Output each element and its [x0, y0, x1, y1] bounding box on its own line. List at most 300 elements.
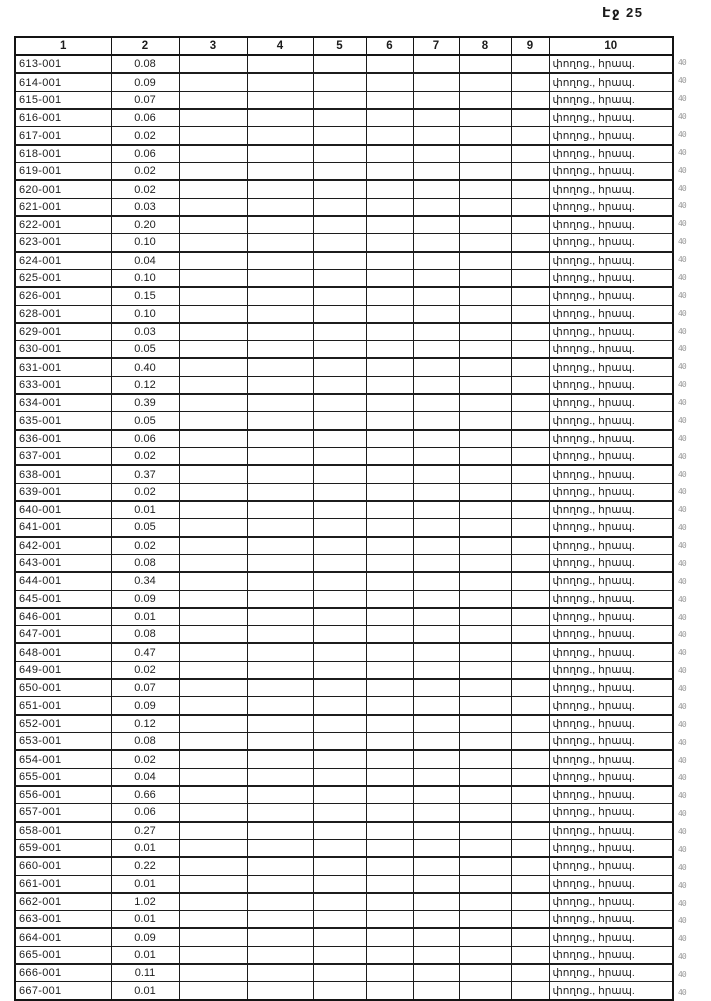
- empty-cell: [247, 946, 313, 964]
- note-cell: փողոց., հրապ.: [549, 875, 673, 893]
- empty-cell: [459, 554, 511, 572]
- table-row: [15, 341, 673, 359]
- empty-cell: [413, 91, 459, 109]
- margin-mark: 40: [678, 129, 686, 139]
- note-cell: փողոց., հրապ.: [549, 786, 673, 804]
- empty-cell: [511, 786, 549, 804]
- row-id-cell: 665-001: [15, 946, 111, 964]
- empty-cell: [247, 715, 313, 733]
- empty-cell: [366, 839, 413, 857]
- value-cell: 0.02: [111, 483, 179, 501]
- empty-cell: [247, 234, 313, 252]
- value-cell: 0.06: [111, 430, 179, 448]
- empty-cell: [413, 715, 459, 733]
- empty-cell: [247, 928, 313, 946]
- page-number: Էջ 25: [602, 5, 644, 20]
- empty-cell: [459, 839, 511, 857]
- empty-cell: [413, 376, 459, 394]
- row-id-cell: 652-001: [15, 715, 111, 733]
- margin-mark: 40: [678, 827, 686, 837]
- row-id-cell: 622-001: [15, 216, 111, 234]
- table-row: [15, 163, 673, 181]
- empty-cell: [459, 376, 511, 394]
- empty-cell: [511, 964, 549, 982]
- empty-cell: [179, 252, 247, 270]
- margin-mark: 40: [678, 558, 686, 568]
- table-row: [15, 554, 673, 572]
- empty-cell: [459, 857, 511, 875]
- table-row: [15, 590, 673, 608]
- margin-mark: 40: [678, 183, 686, 193]
- margin-mark: 40: [678, 433, 686, 443]
- value-cell: 0.09: [111, 928, 179, 946]
- table-row: [15, 109, 673, 127]
- empty-cell: [247, 661, 313, 679]
- empty-cell: [366, 590, 413, 608]
- empty-cell: [511, 572, 549, 590]
- empty-cell: [413, 394, 459, 412]
- empty-cell: [179, 786, 247, 804]
- empty-cell: [247, 768, 313, 786]
- margin-mark: 40: [678, 523, 686, 533]
- empty-cell: [366, 715, 413, 733]
- note-cell: փողոց., հրապ.: [549, 109, 673, 127]
- empty-cell: [366, 733, 413, 751]
- empty-cell: [413, 750, 459, 768]
- empty-cell: [313, 323, 366, 341]
- empty-cell: [179, 234, 247, 252]
- empty-cell: [313, 269, 366, 287]
- note-cell: փողոց., հրապ.: [549, 626, 673, 644]
- table-row: [15, 269, 673, 287]
- table-header-row: [15, 37, 673, 55]
- note-cell: փողոց., հրապ.: [549, 893, 673, 911]
- empty-cell: [247, 376, 313, 394]
- empty-cell: [413, 804, 459, 822]
- empty-cell: [511, 822, 549, 840]
- empty-cell: [459, 412, 511, 430]
- empty-cell: [247, 163, 313, 181]
- empty-cell: [247, 501, 313, 519]
- empty-cell: [313, 715, 366, 733]
- empty-cell: [511, 73, 549, 91]
- empty-cell: [247, 91, 313, 109]
- empty-cell: [366, 750, 413, 768]
- empty-cell: [413, 911, 459, 929]
- margin-mark: 40: [678, 898, 686, 908]
- note-cell: փողոց., հրապ.: [549, 376, 673, 394]
- empty-cell: [313, 982, 366, 1000]
- column-header: 4: [247, 37, 313, 55]
- empty-cell: [247, 804, 313, 822]
- empty-cell: [413, 448, 459, 466]
- note-cell: փողոց., հրապ.: [549, 91, 673, 109]
- empty-cell: [511, 376, 549, 394]
- margin-mark: 40: [678, 487, 686, 497]
- row-id-cell: 634-001: [15, 394, 111, 412]
- empty-cell: [366, 323, 413, 341]
- empty-cell: [459, 501, 511, 519]
- empty-cell: [313, 198, 366, 216]
- row-id-cell: 657-001: [15, 804, 111, 822]
- row-id-cell: 645-001: [15, 590, 111, 608]
- note-cell: փողոց., հրապ.: [549, 394, 673, 412]
- table-row: [15, 839, 673, 857]
- empty-cell: [366, 483, 413, 501]
- empty-cell: [247, 216, 313, 234]
- empty-cell: [511, 750, 549, 768]
- empty-cell: [313, 733, 366, 751]
- empty-cell: [179, 964, 247, 982]
- empty-cell: [511, 554, 549, 572]
- empty-cell: [511, 234, 549, 252]
- empty-cell: [511, 893, 549, 911]
- table-row: [15, 73, 673, 91]
- empty-cell: [179, 163, 247, 181]
- empty-cell: [511, 430, 549, 448]
- empty-cell: [459, 875, 511, 893]
- note-cell: փողոց., հրապ.: [549, 572, 673, 590]
- empty-cell: [179, 55, 247, 73]
- empty-cell: [459, 198, 511, 216]
- empty-cell: [179, 91, 247, 109]
- empty-cell: [179, 537, 247, 555]
- empty-cell: [413, 928, 459, 946]
- empty-cell: [179, 180, 247, 198]
- margin-mark: 40: [678, 648, 686, 658]
- empty-cell: [459, 608, 511, 626]
- note-cell: փողոց., հրապ.: [549, 590, 673, 608]
- empty-cell: [511, 287, 549, 305]
- empty-cell: [313, 857, 366, 875]
- note-cell: փողոց., հրապ.: [549, 750, 673, 768]
- empty-cell: [313, 163, 366, 181]
- value-cell: 0.02: [111, 537, 179, 555]
- margin-mark: 40: [678, 809, 686, 819]
- empty-cell: [459, 911, 511, 929]
- empty-cell: [459, 448, 511, 466]
- empty-cell: [413, 358, 459, 376]
- empty-cell: [459, 483, 511, 501]
- empty-cell: [413, 608, 459, 626]
- empty-cell: [366, 946, 413, 964]
- empty-cell: [179, 661, 247, 679]
- row-id-cell: 654-001: [15, 750, 111, 768]
- empty-cell: [179, 875, 247, 893]
- empty-cell: [366, 626, 413, 644]
- empty-cell: [459, 465, 511, 483]
- empty-cell: [313, 537, 366, 555]
- empty-cell: [413, 697, 459, 715]
- empty-cell: [247, 822, 313, 840]
- empty-cell: [247, 323, 313, 341]
- note-cell: փողոց., հրապ.: [549, 145, 673, 163]
- empty-cell: [511, 216, 549, 234]
- empty-cell: [413, 519, 459, 537]
- note-cell: փողոց., հրապ.: [549, 55, 673, 73]
- note-cell: փողոց., հրապ.: [549, 857, 673, 875]
- empty-cell: [511, 180, 549, 198]
- value-cell: 0.04: [111, 768, 179, 786]
- empty-cell: [179, 733, 247, 751]
- table-row: [15, 287, 673, 305]
- empty-cell: [413, 180, 459, 198]
- empty-cell: [459, 323, 511, 341]
- empty-cell: [313, 590, 366, 608]
- empty-cell: [413, 893, 459, 911]
- note-cell: փողոց., հրապ.: [549, 483, 673, 501]
- value-cell: 0.66: [111, 786, 179, 804]
- margin-mark: 40: [678, 612, 686, 622]
- empty-cell: [366, 394, 413, 412]
- margin-mark: 40: [678, 541, 686, 551]
- empty-cell: [459, 430, 511, 448]
- note-cell: փողոց., հրապ.: [549, 323, 673, 341]
- margin-mark: 40: [678, 916, 686, 926]
- empty-cell: [413, 626, 459, 644]
- empty-cell: [366, 198, 413, 216]
- value-cell: 0.05: [111, 412, 179, 430]
- row-id-cell: 664-001: [15, 928, 111, 946]
- empty-cell: [459, 537, 511, 555]
- empty-cell: [413, 287, 459, 305]
- table-row: [15, 893, 673, 911]
- empty-cell: [366, 412, 413, 430]
- row-id-cell: 638-001: [15, 465, 111, 483]
- empty-cell: [413, 554, 459, 572]
- table-row: [15, 946, 673, 964]
- empty-cell: [459, 519, 511, 537]
- value-cell: 0.03: [111, 198, 179, 216]
- value-cell: 0.01: [111, 946, 179, 964]
- table-row: [15, 376, 673, 394]
- value-cell: 0.27: [111, 822, 179, 840]
- empty-cell: [179, 590, 247, 608]
- empty-cell: [179, 946, 247, 964]
- note-cell: փողոց., հրապ.: [549, 198, 673, 216]
- empty-cell: [413, 483, 459, 501]
- value-cell: 0.01: [111, 911, 179, 929]
- note-cell: փողոց., հրապ.: [549, 964, 673, 982]
- margin-mark: 40: [678, 505, 686, 515]
- empty-cell: [179, 216, 247, 234]
- empty-cell: [313, 626, 366, 644]
- empty-cell: [313, 964, 366, 982]
- empty-cell: [413, 661, 459, 679]
- table-row: [15, 626, 673, 644]
- empty-cell: [366, 109, 413, 127]
- note-cell: փողոց., հրապ.: [549, 946, 673, 964]
- table-row: [15, 786, 673, 804]
- row-id-cell: 635-001: [15, 412, 111, 430]
- empty-cell: [413, 163, 459, 181]
- value-cell: 0.01: [111, 608, 179, 626]
- empty-cell: [247, 839, 313, 857]
- margin-mark: 40: [678, 380, 686, 390]
- empty-cell: [459, 358, 511, 376]
- empty-cell: [179, 109, 247, 127]
- empty-cell: [179, 145, 247, 163]
- empty-cell: [179, 857, 247, 875]
- note-cell: փողոց., հրապ.: [549, 412, 673, 430]
- table-row: [15, 875, 673, 893]
- empty-cell: [366, 180, 413, 198]
- margin-mark: 40: [678, 576, 686, 586]
- margin-mark: 40: [678, 666, 686, 676]
- empty-cell: [459, 91, 511, 109]
- table-row: [15, 412, 673, 430]
- empty-cell: [313, 911, 366, 929]
- empty-cell: [179, 911, 247, 929]
- empty-cell: [366, 554, 413, 572]
- empty-cell: [366, 465, 413, 483]
- table-row: [15, 394, 673, 412]
- empty-cell: [247, 252, 313, 270]
- empty-cell: [179, 750, 247, 768]
- empty-cell: [511, 91, 549, 109]
- empty-cell: [511, 55, 549, 73]
- row-id-cell: 656-001: [15, 786, 111, 804]
- value-cell: 0.02: [111, 127, 179, 145]
- row-id-cell: 621-001: [15, 198, 111, 216]
- data-table: [14, 36, 672, 1001]
- empty-cell: [511, 145, 549, 163]
- value-cell: 0.12: [111, 715, 179, 733]
- empty-cell: [179, 554, 247, 572]
- margin-mark: 40: [678, 255, 686, 265]
- value-cell: 0.05: [111, 341, 179, 359]
- empty-cell: [179, 519, 247, 537]
- empty-cell: [313, 608, 366, 626]
- row-id-cell: 655-001: [15, 768, 111, 786]
- margin-mark: 40: [678, 58, 686, 68]
- empty-cell: [179, 643, 247, 661]
- table-row: [15, 679, 673, 697]
- empty-cell: [313, 376, 366, 394]
- value-cell: 0.11: [111, 964, 179, 982]
- table-row: [15, 733, 673, 751]
- value-cell: 0.06: [111, 804, 179, 822]
- table-row: [15, 198, 673, 216]
- column-header: 10: [549, 37, 673, 55]
- empty-cell: [313, 928, 366, 946]
- note-cell: փողոց., հրապ.: [549, 643, 673, 661]
- row-id-cell: 666-001: [15, 964, 111, 982]
- empty-cell: [511, 733, 549, 751]
- empty-cell: [413, 786, 459, 804]
- empty-cell: [247, 109, 313, 127]
- empty-cell: [511, 590, 549, 608]
- empty-cell: [313, 394, 366, 412]
- empty-cell: [511, 839, 549, 857]
- column-header: 2: [111, 37, 179, 55]
- empty-cell: [313, 822, 366, 840]
- value-cell: 0.40: [111, 358, 179, 376]
- empty-cell: [247, 465, 313, 483]
- note-cell: փողոց., հրապ.: [549, 661, 673, 679]
- note-cell: փողոց., հրապ.: [549, 180, 673, 198]
- empty-cell: [313, 893, 366, 911]
- empty-cell: [511, 643, 549, 661]
- empty-cell: [179, 982, 247, 1000]
- note-cell: փողոց., հրապ.: [549, 911, 673, 929]
- note-cell: փողոց., հրապ.: [549, 822, 673, 840]
- empty-cell: [511, 341, 549, 359]
- column-header: 1: [15, 37, 111, 55]
- empty-cell: [511, 198, 549, 216]
- empty-cell: [413, 537, 459, 555]
- empty-cell: [247, 626, 313, 644]
- empty-cell: [511, 519, 549, 537]
- note-cell: փողոց., հրապ.: [549, 839, 673, 857]
- empty-cell: [366, 768, 413, 786]
- column-header: 5: [313, 37, 366, 55]
- table-row: [15, 127, 673, 145]
- empty-cell: [313, 109, 366, 127]
- empty-cell: [413, 643, 459, 661]
- empty-cell: [366, 341, 413, 359]
- empty-cell: [366, 501, 413, 519]
- table-row: [15, 697, 673, 715]
- empty-cell: [366, 91, 413, 109]
- row-id-cell: 640-001: [15, 501, 111, 519]
- value-cell: 0.02: [111, 180, 179, 198]
- empty-cell: [366, 234, 413, 252]
- empty-cell: [313, 252, 366, 270]
- empty-cell: [179, 323, 247, 341]
- empty-cell: [179, 127, 247, 145]
- value-cell: 0.08: [111, 626, 179, 644]
- empty-cell: [459, 252, 511, 270]
- empty-cell: [313, 786, 366, 804]
- empty-cell: [313, 305, 366, 323]
- note-cell: փողոց., հրապ.: [549, 341, 673, 359]
- row-id-cell: 630-001: [15, 341, 111, 359]
- empty-cell: [366, 893, 413, 911]
- empty-cell: [366, 643, 413, 661]
- margin-mark: 40: [678, 94, 686, 104]
- empty-cell: [313, 679, 366, 697]
- margin-mark: 40: [678, 701, 686, 711]
- margin-mark: 40: [678, 76, 686, 86]
- empty-cell: [247, 269, 313, 287]
- note-cell: փողոց., հրապ.: [549, 982, 673, 1000]
- empty-cell: [247, 537, 313, 555]
- margin-mark: 40: [678, 862, 686, 872]
- margin-mark: 40: [678, 344, 686, 354]
- row-id-cell: 660-001: [15, 857, 111, 875]
- empty-cell: [247, 198, 313, 216]
- value-cell: 0.01: [111, 875, 179, 893]
- empty-cell: [413, 590, 459, 608]
- row-id-cell: 624-001: [15, 252, 111, 270]
- empty-cell: [179, 928, 247, 946]
- empty-cell: [413, 73, 459, 91]
- row-id-cell: 663-001: [15, 911, 111, 929]
- empty-cell: [413, 946, 459, 964]
- empty-cell: [366, 857, 413, 875]
- row-id-cell: 617-001: [15, 127, 111, 145]
- empty-cell: [459, 946, 511, 964]
- empty-cell: [313, 554, 366, 572]
- table-row: [15, 234, 673, 252]
- empty-cell: [459, 572, 511, 590]
- empty-cell: [179, 893, 247, 911]
- row-id-cell: 626-001: [15, 287, 111, 305]
- note-cell: փողոց., հրապ.: [549, 715, 673, 733]
- empty-cell: [366, 358, 413, 376]
- value-cell: 0.09: [111, 697, 179, 715]
